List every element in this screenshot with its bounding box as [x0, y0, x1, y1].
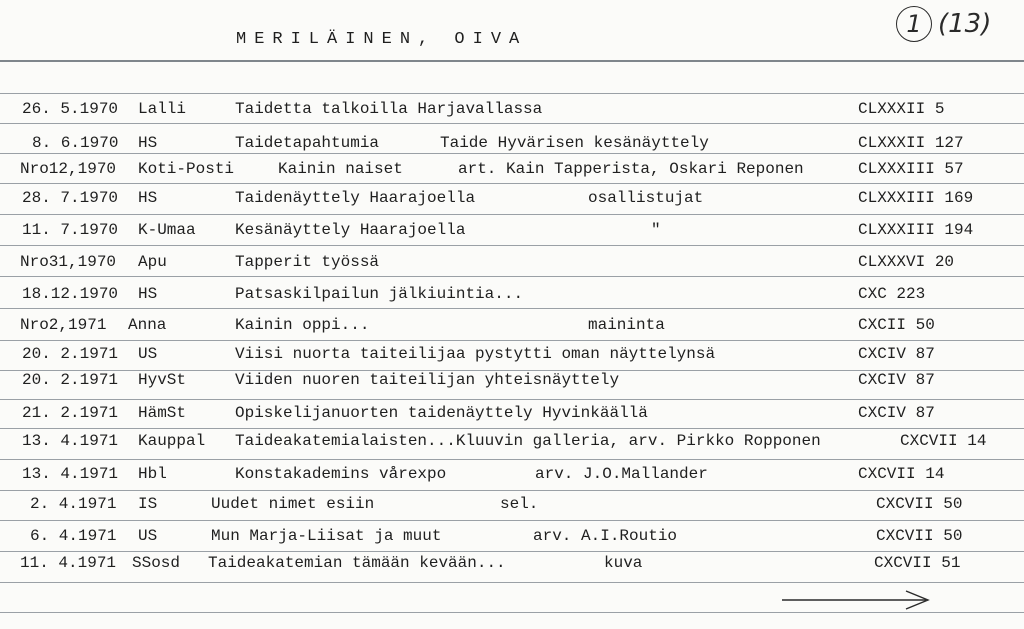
entry-ref: CXC 223 — [858, 285, 926, 303]
entry-title: Mun Marja-Liisat ja muut — [211, 527, 442, 545]
entry-date: 20. 2.1971 — [22, 371, 119, 389]
ruled-line — [0, 582, 1024, 583]
entry-date: 6. 4.1971 — [30, 527, 117, 545]
card-page-reference — [896, 6, 991, 42]
entry-date: 2. 4.1971 — [30, 495, 117, 513]
entry-title: Taidetapahtumia — [235, 134, 380, 152]
entry-source: Anna — [128, 316, 167, 334]
entry-source: US — [138, 527, 158, 545]
entry-ref: CLXXXIII 169 — [858, 189, 974, 207]
entry-row — [0, 345, 1024, 369]
entry-ref: CXCIV 87 — [858, 371, 935, 389]
entry-date: 28. 7.1970 — [22, 189, 119, 207]
entry-date: 26. 5.1970 — [22, 100, 119, 118]
entry-ref: CLXXXIII 57 — [858, 160, 964, 178]
entry-title: Viisi nuorta taiteilijaa pystytti oman näyttelynsä — [235, 345, 716, 363]
entry-row — [0, 221, 1024, 245]
entry-date: 18.12.1970 — [22, 285, 119, 303]
entry-source: Kauppal — [138, 432, 206, 450]
right-arrow-icon — [782, 588, 932, 612]
ruled-line — [0, 245, 1024, 246]
entry-source: HS — [138, 134, 158, 152]
entry-title: Viiden nuoren taiteilijan yhteisnäyttely — [235, 371, 620, 389]
entry-note: Taide Hyvärisen kesänäyttely — [440, 134, 709, 152]
entry-note: arv. A.I.Routio — [533, 527, 678, 545]
card-number: 1 — [896, 6, 932, 42]
entry-row — [0, 285, 1024, 309]
entry-row — [0, 316, 1024, 340]
entry-title: Kainin naiset — [278, 160, 403, 178]
ruled-line — [0, 551, 1024, 552]
entry-date: 11. 7.1970 — [22, 221, 119, 239]
entry-note: kuva — [604, 554, 643, 572]
entry-ref: CXCVII 50 — [876, 527, 963, 545]
entry-ref: CLXXXII 127 — [858, 134, 964, 152]
entry-date: Nro31,1970 — [20, 253, 117, 271]
entry-title: Kesänäyttely Haarajoella — [235, 221, 466, 239]
entry-source: SSosd — [132, 554, 181, 572]
entry-title: Uudet nimet esiin — [211, 495, 375, 513]
ruled-line — [0, 520, 1024, 521]
ruled-line — [0, 428, 1024, 429]
ruled-line — [0, 490, 1024, 491]
entry-note: arv. J.O.Mallander — [535, 465, 708, 483]
ruled-line — [0, 399, 1024, 400]
entry-ref: CXCIV 87 — [858, 404, 935, 422]
entry-source: HS — [138, 189, 158, 207]
entry-note: osallistujat — [588, 189, 704, 207]
entry-source: Lalli — [138, 100, 187, 118]
entry-row — [0, 371, 1024, 395]
entry-title: Taideakatemian tämään kevään... — [208, 554, 506, 572]
entry-ref: CLXXXII 5 — [858, 100, 945, 118]
entry-row — [0, 527, 1024, 551]
entry-row — [0, 100, 1024, 124]
entry-title: Kainin oppi... — [235, 316, 370, 334]
entry-date: 13. 4.1971 — [22, 465, 119, 483]
entry-title: Patsaskilpailun jälkiuintia... — [235, 285, 524, 303]
entry-ref: CLXXXVI 20 — [858, 253, 955, 271]
entry-source: HyvSt — [138, 371, 187, 389]
entry-date: 8. 6.1970 — [32, 134, 119, 152]
ruled-line — [0, 93, 1024, 94]
entry-ref: CXCVII 51 — [874, 554, 961, 572]
entry-ref: CXCIV 87 — [858, 345, 935, 363]
entry-date: 20. 2.1971 — [22, 345, 119, 363]
entry-title: Konstakademins vårexpo — [235, 465, 447, 483]
entry-title: Taideakatemialaisten...Kluuvin galleria, arv. Pirkko Ropponen — [235, 432, 821, 450]
entry-date: 11. 4.1971 — [20, 554, 117, 572]
entry-title: Opiskelijanuorten taidenäyttely Hyvinkäällä — [235, 404, 648, 422]
entry-source: Koti-Posti — [138, 160, 235, 178]
entry-date: Nro12,1970 — [20, 160, 117, 178]
entry-title: Tapperit työssä — [235, 253, 380, 271]
entry-ref: CLXXXIII 194 — [858, 221, 974, 239]
entry-source: Hbl — [138, 465, 167, 483]
entry-row — [0, 134, 1024, 158]
entry-source: US — [138, 345, 158, 363]
entry-date: 21. 2.1971 — [22, 404, 119, 422]
entry-title: Taidetta talkoilla Harjavallassa — [235, 100, 543, 118]
entry-ref: CXCVII 50 — [876, 495, 963, 513]
entry-note: maininta — [588, 316, 665, 334]
entry-row — [0, 253, 1024, 277]
entry-row — [0, 432, 1024, 456]
entry-source: K-Umaa — [138, 221, 196, 239]
entry-ref: CXCVII 14 — [858, 465, 945, 483]
ruled-line — [0, 340, 1024, 341]
ruled-line — [0, 612, 1024, 613]
entry-date: 13. 4.1971 — [22, 432, 119, 450]
entry-row — [0, 189, 1024, 213]
entry-source: IS — [138, 495, 158, 513]
entry-source: HS — [138, 285, 158, 303]
entry-note: art. Kain Tapperista, Oskari Reponen — [458, 160, 804, 178]
entry-row — [0, 554, 1024, 578]
entry-row — [0, 160, 1024, 184]
ruled-line — [0, 214, 1024, 215]
entry-row — [0, 495, 1024, 519]
card-total: (13) — [938, 9, 992, 39]
entry-note: sel. — [500, 495, 539, 513]
card-title: MERILÄINEN, OIVA — [236, 30, 528, 49]
entry-row — [0, 404, 1024, 428]
entry-title: Taidenäyttely Haarajoella — [235, 189, 476, 207]
ruled-line — [0, 459, 1024, 460]
ruled-line — [0, 60, 1024, 62]
entry-ref: CXCII 50 — [858, 316, 935, 334]
entry-note: " — [651, 221, 661, 239]
entry-source: Apu — [138, 253, 167, 271]
entry-source: HämSt — [138, 404, 187, 422]
entry-row — [0, 465, 1024, 489]
entry-date: Nro2,1971 — [20, 316, 107, 334]
entry-ref: CXCVII 14 — [900, 432, 987, 450]
